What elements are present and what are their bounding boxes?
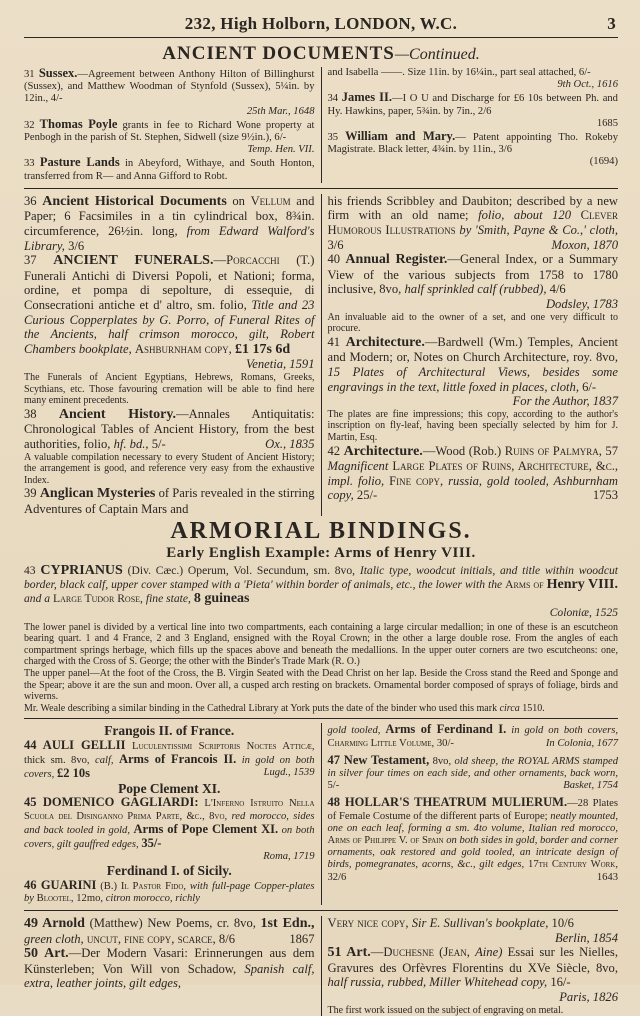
entry-38: 38 Ancient History.—Annales Antiquitatis: Chronological Tables of Ancient History, from the best authorities, folio, hf. bd., 5/- Ox., 1835: [24, 406, 315, 451]
entry-43: 43 CYPRIANUS (Div. Cæc.) Operum, Vol. Secundum, sm. 8vo, Italic type, woodcut initials, and title within woodcut border, black calf, upper cover stamped with a 'Pieta' within border of animals, etc., the lower with the Arms of Henry VIII. and a Large Tudor Rose, fine state, 8 guineas Coloniæ, 1525: [24, 563, 618, 619]
entry-32-head: Thomas Poyle: [39, 116, 118, 131]
armorial-title: ARMORIAL BINDINGS.: [170, 518, 472, 545]
entry-31-head: Sussex.: [38, 66, 78, 80]
entry-34: 34 James II.—I O U and Discharge for £6 10s between Ph. and Hy. Hawkins, paper, 5¾in. by 7in., 2/6 1685: [327, 90, 618, 129]
entry-41-note: The plates are fine impressions; this copy, according to the author's inscription on fly-leaf, having been specially selected by him for J. Martin, Esq.: [327, 408, 618, 443]
section-continued: —Continued.: [394, 46, 480, 63]
armorial-columns: [24, 723, 618, 905]
running-title: 232, High Holborn, LONDON, W.C.: [184, 14, 458, 33]
entry-51: 51 Art.—Duchesne (Jean, Aine) Essai sur les Nielles, Gravures des Orfèvres Florentins du XVe Siècle, 8vo, half russia, rubbed, Miller Whitehead copy, 16/- Paris, 1826: [327, 945, 618, 1005]
entry-48: 48 HOLLAR'S THEATRUM MULIERUM.—28 Plates of Female Costume of the different parts of Europe; neatly mounted, one on each leaf, forming a sm. 4to volume, Italian red morocco, Arms of Philippe V. of Spain on both sides in gold, border and corner ornaments, oak restored and gold tooled, an intricate design of birds, pomegranates, acorns, &c., gilt edges, 17th Century Work, 32/6 1643: [327, 795, 619, 883]
entry-45: 45 DOMENICO GAGLIARDI: L'Inferno Istruito Nella Scuola del Disinganno Prima Parte, &c., 8vo, red morocco, sides and back tooled in gold, Arms of Pope Clement XI. on both covers, gilt gauffred edges, 35/- Roma, 1719: [24, 795, 315, 863]
entry-33-head: Pasture Lands: [39, 155, 120, 170]
subhead-francois: Frangois II. of France.: [104, 723, 235, 739]
bottom-columns: [24, 916, 618, 1016]
entry-43-note-2: The upper panel—At the foot of the Cross, the B. Virgin Seated with the Dead Christ on her lap. Beside the Cross stand the Reed and Sponge and the Spear; above it are the sun and moon. Over all, a cusped arch resting on brackets. Ornamental border composed of sprays of foliage, birds and wiverns.: [24, 668, 618, 703]
entry-51-note: The first work issued on the subject of engraving on metal.: [327, 1004, 564, 1016]
section-title-text: ANCIENT DOCUMENTS: [162, 43, 395, 64]
top-left-column: [24, 67, 322, 183]
entry-37-note: The Funerals of Ancient Egyptians, Hebrews, Romans, Greeks, Scythians, etc. Those favouring cremation will be able to find here many eminent precedents.: [24, 371, 315, 407]
running-head: [24, 14, 618, 38]
middle-left-column: [24, 194, 322, 517]
divider-2: [24, 718, 618, 719]
entry-31: 31 Sussex.—Agreement between Anthony Hilton of Billinghurst (Sussex), and Matthew Woodman of Stynfold (Sussex), 5¼in. by 12in., 4/- 25th Mar., 1648: [24, 66, 315, 117]
entry-46-cont: gold tooled, Arms of Ferdinand I. in gold on both covers, Charming Little Volume, 30/- In Colonia, 1677: [327, 722, 618, 749]
subhead-ferdinand: Ferdinand I. of Sicily.: [106, 863, 232, 879]
subhead-clement: Pope Clement XI.: [118, 781, 221, 797]
armorial-left-column: [24, 723, 322, 905]
entry-47: 47 New Testament, 8vo, old sheep, the ROYAL ARMS stamped in silver four times on each side, and other ornaments, back worn, 5/- Basket, 1754: [327, 752, 619, 792]
entry-34-head: James II.: [341, 90, 393, 105]
entry-33: 33 Pasture Lands in Abeyford, Withaye, and South Honton, transferred from R— and Anna Gifford to Robt.: [24, 155, 315, 182]
entry-40-note: An invaluable aid to the owner of a set, and one very difficult to procure.: [327, 311, 618, 335]
entry-50-cont: Very nice copy, Sir E. Sullivan's bookplate, 10/6 Berlin, 1854: [327, 916, 618, 945]
section-title: [24, 43, 618, 65]
entry-39: 39 Anglican Mysteries of Paris revealed in the stirring Adventures of Captain Mars and: [24, 486, 315, 516]
entry-46: 46 GUARINI (B.) Il Pastor Fido, with full-page Copper-plates by Blootel, 12mo, citron morocco, richly: [24, 877, 315, 904]
entry-35-head: William and Mary.: [345, 129, 456, 144]
entry-38-note: A valuable compilation necessary to every Student of Ancient History; the arrangement is good, and reference very easy from the exhaustive Index.: [24, 451, 315, 486]
entry-43-note-3: Mr. Weale describing a similar binding in the Cathedral Library at York puts the date of the binder who used this mark circa 1510.: [24, 702, 545, 714]
bottom-left-column: [24, 916, 322, 1016]
middle-right-column: [322, 194, 619, 517]
entry-42: 42 Architecture.—Wood (Rob.) Ruins of Palmyra, 57 Magnificent Large Plates of Ruins, Architecture, &c., impl. folio, Fine copy, russia, gold tooled, Ashburnham copy, 25/- 1753: [327, 443, 618, 503]
entry-39-cont: his friends Scribbley and Daubiton; described by a new firm with an old name; folio, about 120 Clever Humorous Illustrations by 'Smith, Payne & Co.,' cloth, 3/6 Moxon, 1870: [327, 193, 619, 252]
entry-44: 44 AULI GELLII Luculentissimi Scriptoris Noctes Atticæ, thick sm. 8vo, calf, Arms of Francois II. in gold on both covers, £2 10s Lugd., 1539: [24, 737, 315, 781]
armorial-subtitle: Early English Example: Arms of Henry VIII.: [166, 545, 476, 562]
middle-columns: [24, 194, 618, 517]
armorial-right-column: [322, 723, 619, 905]
entry-35: 35 William and Mary.— Patent appointing Tho. Rokeby Magistrate. Black letter, 4¾in. by 11in., 3/6 (1694): [327, 129, 619, 168]
entry-37: 37 ANCIENT FUNERALS.—Porcacchi (T.) Funerali Antichi di Diversi Popoli, et Nationi; forma, ordine, et pompa di sepolture, di essequie, di Consecrationi antiche et d' altro, sm. folio, Title and 23 Curious Copperplates by G. Porro, of Funeral Rites of the Ancients, half crimson morocco, gilt, Robert Chambers bookplate, Ashburnham copy, £1 17s 6d Venetia, 1591: [24, 253, 315, 372]
top-columns: [24, 67, 618, 183]
entry-50: 50 Art.—Der Modern Vasari: Erinnerungen aus dem Künsterleben; Von Will von Schadow, Spanish calf, extra, leather joints, gilt edges,: [24, 946, 315, 991]
entry-40: 40 Annual Register.—General Index, or a Summary View of the various subjects from 1758 to 1780 inclusive, 8vo, half sprinkled calf (rubbed), 4/6 Dodsley, 1783: [327, 252, 619, 311]
page-number: 3: [607, 14, 616, 33]
entry-33-cont: and Isabella ——. Size 11in. by 16¼in., part seal attached, 6/- 9th Oct., 1616: [327, 67, 618, 91]
entry-49: 49 Arnold (Matthew) New Poems, cr. 8vo, 1st Edn., green cloth, uncut, fine copy, scarce, 8/6 1867: [24, 916, 315, 946]
divider-1: [24, 188, 618, 189]
top-right-column: [322, 67, 619, 183]
entry-41: 41 Architecture.—Bardwell (Wm.) Temples, Ancient and Modern; or, Notes on Church Architecture, roy. 8vo, 15 Plates of Architectural Views, besides some engravings in the text, little foxed in places, cloth, 6/- For the Author, 1837: [327, 334, 618, 409]
divider-3: [24, 910, 618, 911]
bottom-right-column: [322, 916, 619, 1016]
entry-32: 32 Thomas Poyle grants in fee to Richard Wone property at Penbogh in the parish of St. Stephen, Sidwell (size 9½in.), 6/- Temp. Hen. VII.: [24, 116, 315, 156]
entry-36: 36 Ancient Historical Documents on Vellum and Paper; 6 Facsimiles in a tin cylindrical box, 8¾in. circumference, 26½in. long, from Edward Walford's Library, 3/6: [24, 193, 315, 253]
entry-43-note-1: The lower panel is divided by a vertical line into two compartments, each containing a large circular medallion; in one of these is an escutcheon bearing quart. 1 and 4 France, 2 and 3 England, ensigned with the Royal Crown; in the other a large double rose. From the angles of each compartment springs herbage, which fills up the spaces above and beneath the medallions. In the upper outer corners are two escutcheons: one, charged with the Cross of S. George; the other with the Binder's Trade Mark (R. O.): [24, 621, 618, 668]
